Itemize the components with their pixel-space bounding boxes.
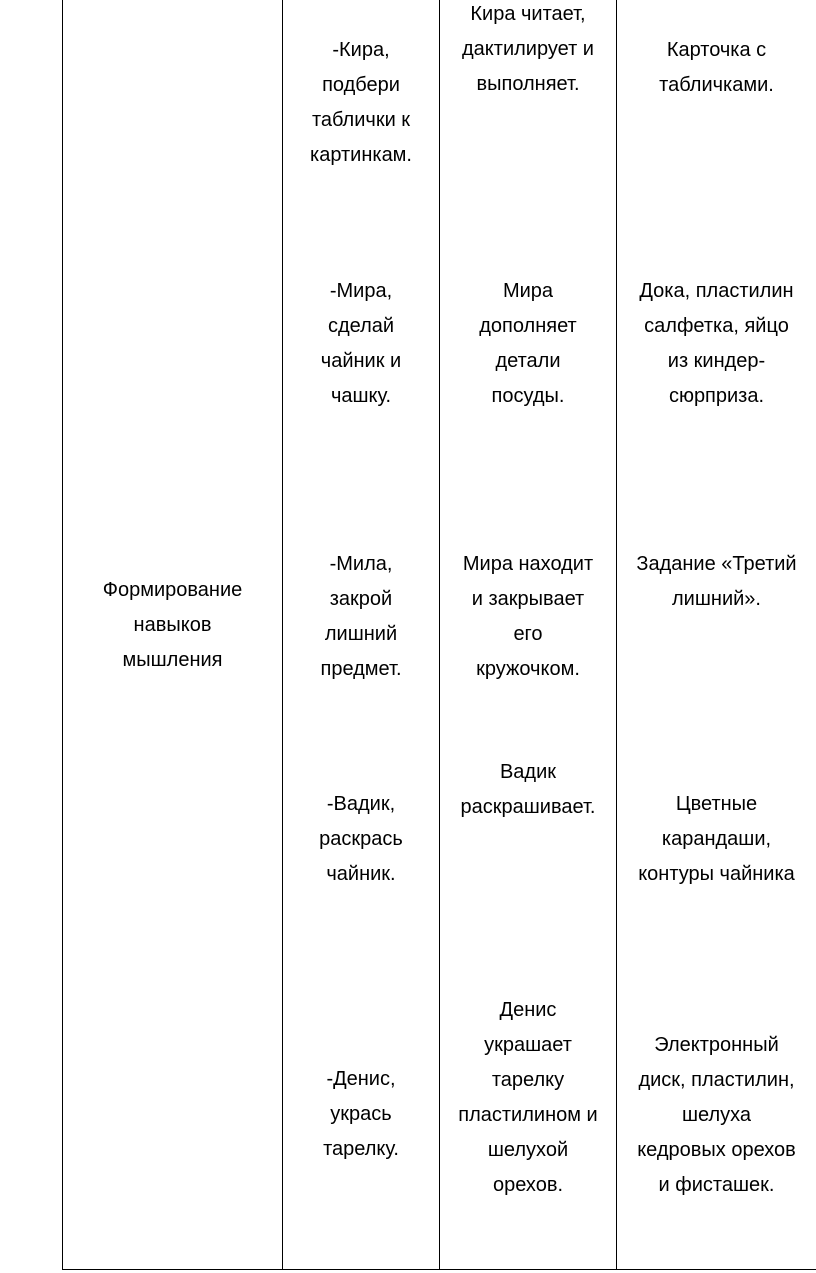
materials-cell-2: Дока, пластилин салфетка, яйцо из киндер- сюрприза. (639, 280, 794, 407)
instruction-cell-2: -Мира, сделай чайник и чашку. (320, 280, 402, 407)
instruction-cell-1: -Кира, подбери таблички к картинкам. (310, 39, 412, 166)
materials-cell-3: Задание «Третий лишний». (636, 553, 797, 610)
action-cell-4: Вадик раскрашивает. (460, 761, 596, 818)
instruction-cell-4: -Вадик, раскрась чайник. (319, 793, 403, 885)
instruction-cell-5: -Денис, укрась тарелку. (323, 1068, 399, 1160)
action-cell-1: Кира читает, дактилирует и выполняет. (462, 3, 594, 95)
category-cell: Формирование навыков мышления (102, 579, 243, 671)
action-cell-5: Денис украшает тарелку пластилином и шелухой орехов. (458, 999, 598, 1196)
action-cell-3: Мира находит и закрывает его кружочком. (462, 553, 594, 680)
materials-cell-1: Карточка с табличками. (659, 39, 774, 96)
materials-cell-4: Цветные карандаши, контуры чайника (638, 793, 795, 885)
instruction-cell-3: -Мила, закрой лишний предмет. (320, 553, 402, 680)
materials-cell-5: Электронный диск, пластилин, шелуха кедровых орехов и фисташек. (637, 1034, 796, 1196)
table-border-bottom (62, 1269, 816, 1270)
action-cell-2: Мира дополняет детали посуды. (479, 280, 577, 407)
